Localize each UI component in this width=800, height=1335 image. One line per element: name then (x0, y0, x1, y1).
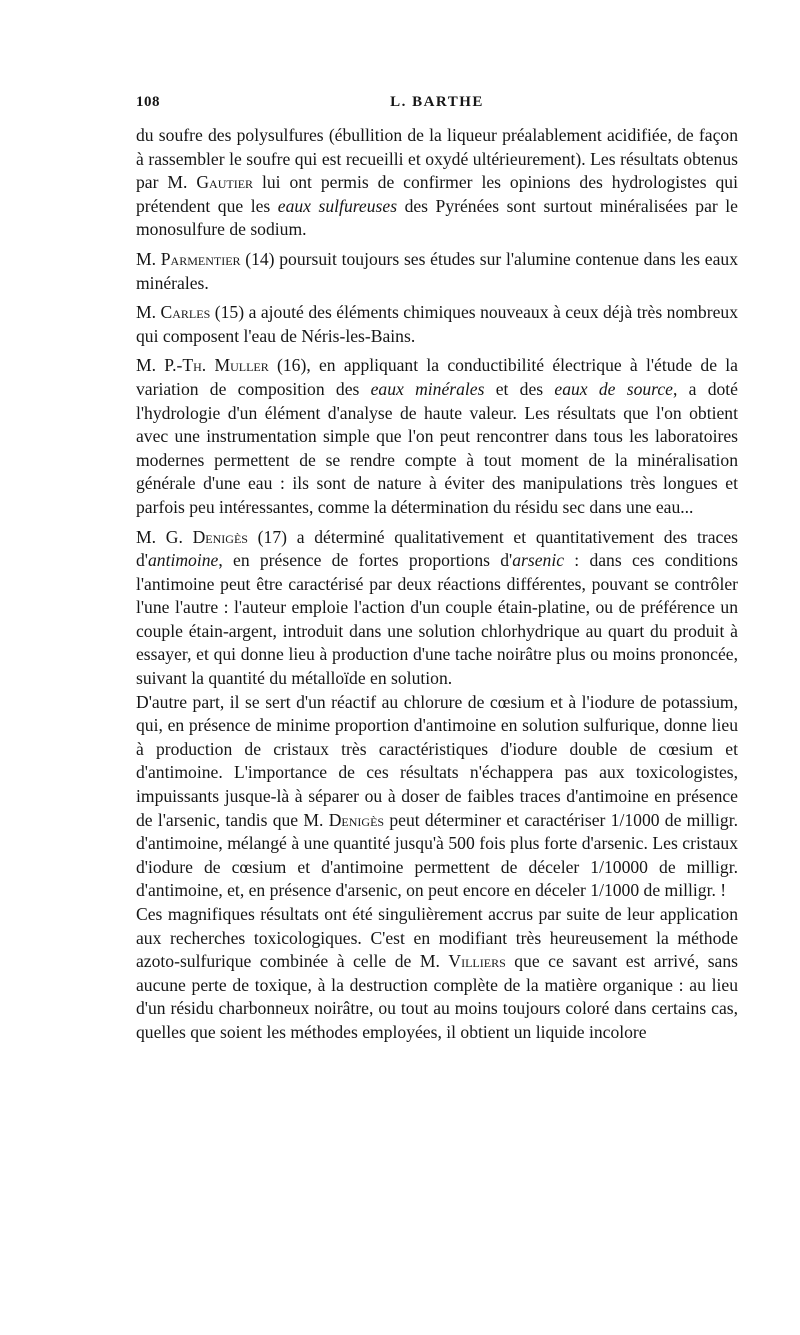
paragraph-deniges-iodure (136, 691, 738, 903)
text-run: M. (136, 302, 161, 323)
text-run: que ce savant est arrivé, sans aucune perte de toxique, à la destruction complète de la matière organique : au lieu d'un résidu charbonneux noirâtre, ou tout au moins toujours coloré dans certains cas, quelles que soient les méthodes employées, il obtient un liquide incolore (136, 951, 738, 1042)
italic-term: eaux minérales (370, 378, 485, 399)
text-run: Ces magnifiques résultats ont été singulièrement accrus par suite de leur application aux recherches toxicologiques. C'est en modifiant très heureusement la méthode azoto-sulfurique combinée à celle de M. (136, 904, 738, 972)
text-run: des Pyrénées sont surtout minéralisées par le monosulfure de sodium. (136, 195, 738, 240)
paragraph-toxicologie (136, 903, 738, 1045)
text-run: lui ont permis de confirmer les opinions des hydrologistes qui prétendent que les (136, 172, 738, 216)
paragraph-deniges-antimoine (136, 526, 738, 691)
paragraph-parmentier (136, 248, 738, 295)
text-run: M. (136, 248, 161, 269)
text-run: (15) a ajouté des éléments chimiques nouveaux à ceux déjà très nombreux qui composent l'eau de Néris-les-Bains. (136, 302, 738, 346)
author-name: Th. Muller (182, 355, 269, 376)
paragraph-carles (136, 301, 738, 348)
body-text (136, 124, 738, 1045)
paragraph-polysulfures (136, 124, 738, 242)
text-run: D'autre part, il se sert d'un réactif au chlorure de cœsium et à l'iodure de potassium, qui, en présence de minime proportion d'antimoine en solution sulfurique, donne lieu à production de cristaux très caractéristiques d'iodure double de cœsium et d'antimoine. L'importance de ces résultats n'échappera pas aux toxicologistes, impuissants jusque-là à séparer ou à doser de faibles traces d'antimoine en présence de l'arsenic, tandis que M. (136, 691, 738, 830)
text-run: : dans ces conditions l'antimoine peut être caractérisé par deux réactions différentes, pouvant se contrôler l'une l'autre : l'auteur emploie l'action d'un couple étain-platine, ou de préférence un couple étain-argent, introduit dans une solution chlorhydrique au quart du produit à essayer, et qui donne lieu à production d'une tache noirâtre plus ou moins prononcée, suivant la quantité du métalloïde en solution. (136, 550, 738, 689)
text-run: , a doté l'hydrologie d'un élément d'analyse de haute valeur. Les résultats que l'on obtient avec une instrumentation simple que l'on peut rencontrer dans tous les laboratoires modernes permettent de se rendre compte à tout moment de la minéralisation générale d'une eau : ils sont de nature à éviter des manipulations très longues et parfois peu intéressantes, comme la détermination du résidu sec dans une eau... (136, 378, 738, 517)
text-run: du soufre des polysulfures (ébullition de la liqueur préalablement acidifiée, de façon à rassembler le soufre qui est recueilli et oxydé ultérieurement). Les résultats obtenus par M. (136, 125, 738, 193)
text-run: , en présence de fortes proportions d' (218, 550, 513, 571)
author-name: Denigès (328, 809, 385, 830)
text-run: M. G. (136, 526, 193, 547)
author-name: Parmentier (160, 248, 241, 269)
italic-term: antimoine (147, 550, 219, 571)
text-run: et des (484, 378, 555, 399)
text-run: (14) poursuit toujours ses études sur l'alumine contenue dans les eaux minérales. (136, 248, 738, 293)
italic-term: arsenic (512, 550, 565, 571)
text-run: (16), en appliquant la conductibilité électrique à l'étude de la variation de composition des (136, 355, 738, 399)
author-name: Carles (160, 302, 211, 323)
author-name: Gautier (196, 172, 254, 193)
italic-term: eaux sulfureuses (277, 195, 398, 216)
paragraph-muller (136, 354, 738, 519)
italic-term: eaux de source (554, 378, 673, 399)
book-page (136, 94, 738, 1045)
text-run: M. P.- (136, 355, 183, 376)
running-head (136, 94, 738, 116)
author-name: Villiers (448, 951, 506, 972)
page-number: 108 (136, 94, 160, 110)
text-run: peut déterminer et caractériser 1/1000 de milligr. d'antimoine, mélangé à une quantité jusqu'à 500 fois plus forte d'arsenic. Les cristaux d'iodure de cœsium et d'antimoine permettent de déceler 1/10000 de milligr. d'antimoine, et, en présence d'arsenic, on peut encore en déceler 1/1000 de milligr. ! (136, 809, 738, 901)
author-name: Denigès (192, 526, 248, 547)
running-title: L. BARTHE (390, 94, 484, 110)
text-run: (17) a déterminé qualitativement et quantitativement des traces d' (136, 526, 738, 571)
